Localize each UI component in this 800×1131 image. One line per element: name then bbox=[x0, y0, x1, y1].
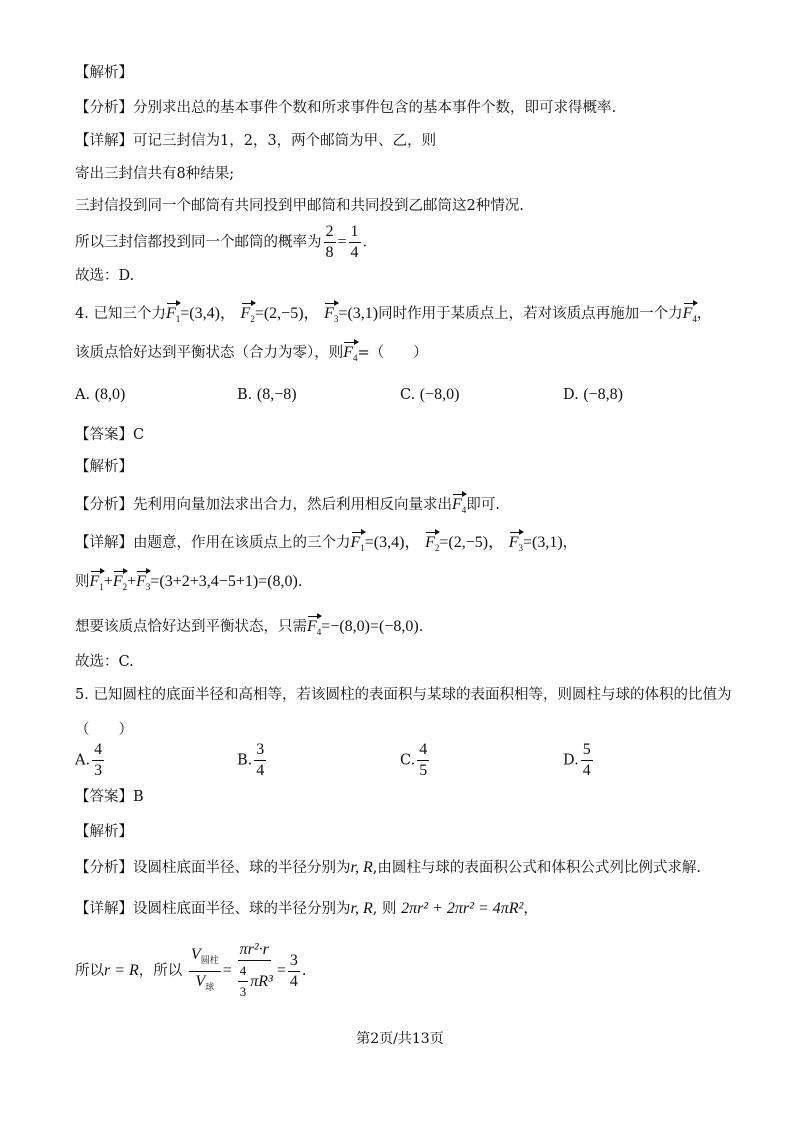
volume-ratio-line: 所以r = R，所以 $\frac{V_{圆柱}}{V_球}$ = πr²·r $\frac{4}{3}$ πR³ = $\frac{3}{4}$ . bbox=[75, 941, 307, 999]
question-4-stem-cont: 该质点恰好达到平衡状态（合力为零），则$F_4=$（ ） bbox=[75, 343, 428, 368]
question-5-paren: （ ） bbox=[75, 722, 133, 738]
analysis-header: 【解析】 bbox=[75, 824, 133, 840]
fraction: $\frac{2}{8}$ bbox=[325, 223, 334, 261]
fraction: $\frac{1}{4}$ bbox=[350, 223, 359, 261]
answer-choice: 故选：D. bbox=[75, 268, 135, 284]
question-4-stem: 4. 已知三个力$F_1=(3,4)$， $F_2=(2,-5)$， $F_3=(3,1)$同时作用于某质点上，若对该质点再施加一个力$F_4$， bbox=[75, 304, 711, 329]
answer-label: 【答案】C bbox=[75, 427, 145, 443]
equilibrium-line: 想要该质点恰好达到平衡状态，只需$F_4=-(8,0)=(-8,0)$. bbox=[75, 617, 423, 642]
option-a: A. (8,0) bbox=[75, 386, 126, 403]
text: 所以三封信都投到同一个邮筒的概率为 bbox=[75, 234, 322, 251]
analysis-text: 【分析】分别求出总的基本事件个数和所求事件包含的基本事件个数，即可求得概率. bbox=[75, 100, 617, 116]
option-d: D. (−8,8) bbox=[563, 386, 624, 403]
analysis-header: 【解析】 bbox=[75, 459, 133, 475]
analysis-text: 【分析】设圆柱底面半径、球的半径分别为r, R,由圆柱与球的表面积公式和体积公式列比例式求解. bbox=[75, 859, 701, 876]
detail-text: 【详解】可记三封信为1，2，3，两个邮筒为甲、乙，则 bbox=[75, 133, 437, 149]
option-b: B. $\frac{3}{4}$ bbox=[237, 741, 265, 779]
page-footer: 第2页/共13页 bbox=[356, 1031, 444, 1047]
option-b: B. (8,−8) bbox=[237, 386, 297, 403]
probability-line: 所以三封信都投到同一个邮筒的概率为 $\frac{2}{8}$ = $\frac{1}{4}$ . bbox=[75, 223, 368, 261]
answer-label: 【答案】B bbox=[75, 789, 144, 805]
detail-text: 【详解】由题意，作用在该质点上的三个力$F_1=(3,4)$， $F_2=(2,-5)$， $F_3=(3,1)$， bbox=[75, 533, 577, 558]
option-c: C. (−8,0) bbox=[400, 386, 460, 403]
detail-line: 寄出三封信共有8种结果; bbox=[75, 166, 235, 182]
question-5-stem: 5. 已知圆柱的底面半径和高相等，若该圆柱的表面积与某球的表面积相等，则圆柱与球的体积的比值为 bbox=[75, 687, 732, 703]
option-d: D. $\frac{5}{4}$ bbox=[563, 741, 591, 779]
analysis-header: 【解析】 bbox=[75, 65, 133, 81]
detail-line: 三封信投到同一个邮筒有共同投到甲邮筒和共同投到乙邮筒这2种情况. bbox=[75, 198, 524, 214]
sum-line: 则$F_1+F_2+F_3=(3+2+3,4-5+1)=(8,0)$. bbox=[75, 572, 302, 597]
answer-choice: 故选：C. bbox=[75, 654, 134, 670]
option-a: A. $\frac{4}{3}$ bbox=[75, 741, 103, 779]
option-c: C. $\frac{4}{5}$ bbox=[400, 741, 428, 779]
analysis-text: 【分析】先利用向量加法求出合力，然后利用相反向量求出$F_4$即可. bbox=[75, 495, 500, 520]
detail-text: 【详解】设圆柱底面半径、球的半径分别为r, R, 则 2πr² + 2πr² = 4πR²， bbox=[75, 900, 538, 917]
